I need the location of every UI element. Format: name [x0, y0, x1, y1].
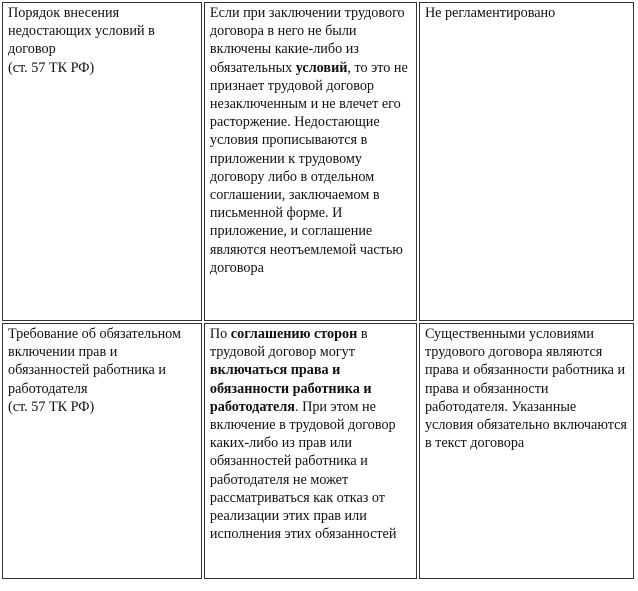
cell-text-bold: условий — [295, 59, 348, 76]
cell-text-bold: включаться права и обязанности работника и работодателя — [209, 362, 372, 415]
cell-text: Недостающие условия прописываются в приложении к трудовому договору либо в отдельном соглашении, заключаемом в письменной форме. И приложение, и соглашение являются неотъемлемой частью договора — [209, 114, 403, 276]
table-row — [2, 2, 634, 321]
cell-text-bold: соглашению сторон — [230, 326, 358, 342]
previous-law-cell — [419, 2, 634, 321]
previous-law-cell — [419, 323, 634, 579]
row-header-article: (ст. 57 ТК РФ) — [8, 398, 95, 415]
row-header-cell — [2, 323, 202, 579]
cell-text: По — [209, 326, 231, 342]
cell-text: в трудовой договор могут — [209, 326, 368, 361]
table-row — [2, 323, 634, 579]
row-header-text: Требование об обязательном включении прав и обязанностей работника и работодателя — [8, 326, 181, 397]
current-law-cell — [204, 323, 417, 579]
current-law-cell — [204, 2, 417, 321]
row-header-cell — [2, 2, 202, 321]
row-header-text: Порядок внесения недостающих условий в договор — [8, 5, 155, 58]
cell-text: . При этом не включение в трудовой договор каких-либо из прав или обязанностей работника и работодателя не может рассматриваться как отказ от реализации этих прав или исполнения этих обязанностей — [209, 398, 397, 543]
row-header-article: (ст. 57 ТК РФ) — [8, 59, 95, 76]
cell-text: Существенными условиями трудового договора являются права и обязанности работника и права и обязанности работодателя. Указанные условия обязательно включаются в текст договора — [424, 326, 627, 452]
cell-text: Если при заключении трудового договора в него не были включены какие-либо из обязательных — [209, 5, 405, 76]
cell-text: Не регламентировано — [424, 5, 556, 21]
cell-text: , то это не признает трудовой договор незаключенным и не влечет его расторжение. — [209, 59, 408, 131]
